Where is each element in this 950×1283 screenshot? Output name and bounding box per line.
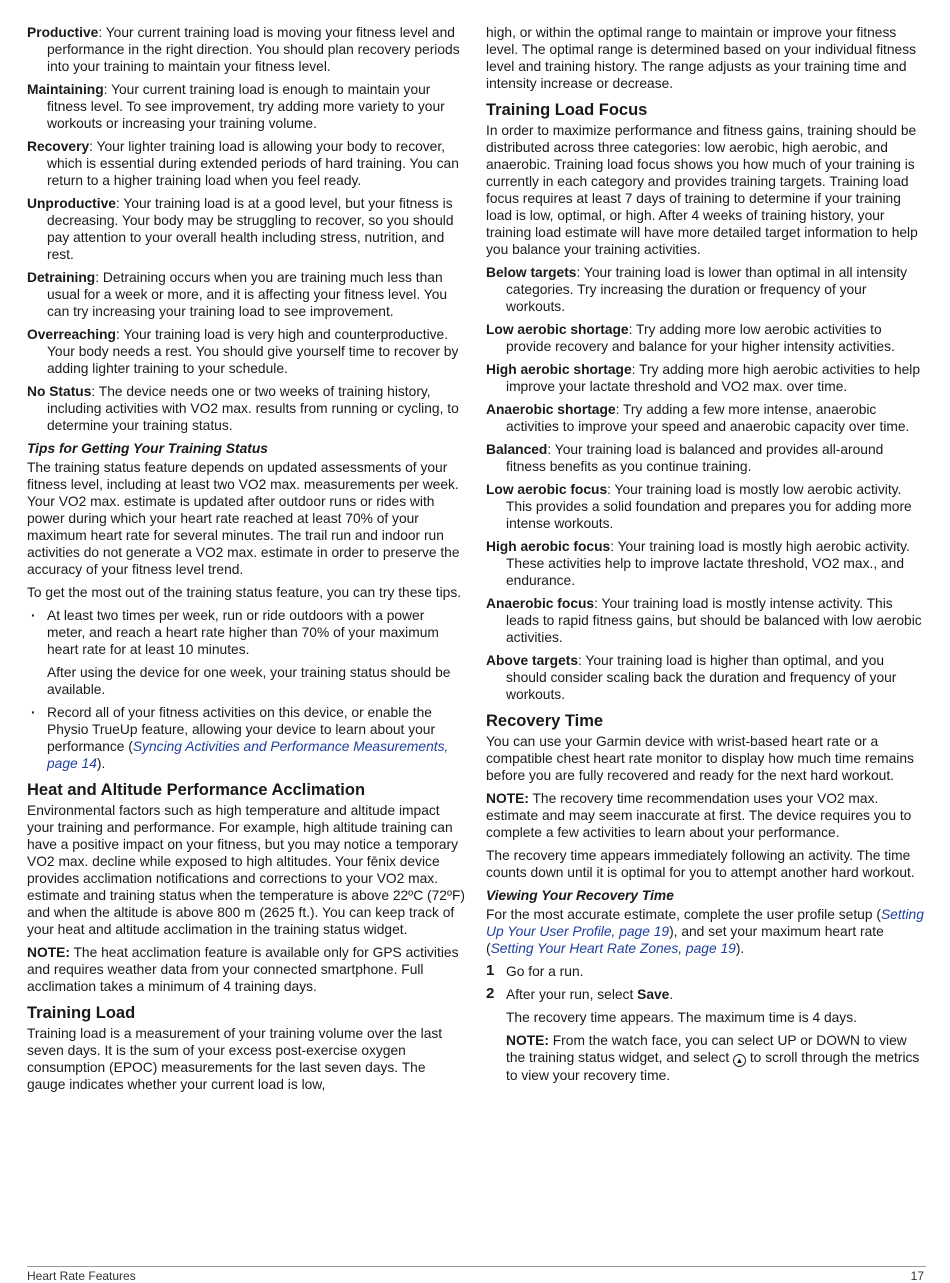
step-text: Go for a run.: [506, 964, 584, 979]
definition-item: [27, 138, 465, 189]
definition-term: Maintaining: [27, 82, 104, 97]
definition-item: [486, 401, 926, 435]
definition-text: : The device needs one or two weeks of training history, including activities with VO2 max. results from running or cycling, to determine your training status.: [47, 384, 459, 433]
viewing-paragraph: [486, 906, 926, 957]
definition-item: [27, 24, 465, 75]
definition-text: : Your current training load is enough to maintain your fitness level. To see improvement, try adding more variety to your workouts or increasing your training volume.: [47, 82, 445, 131]
definition-term: High aerobic shortage: [486, 362, 632, 377]
definition-term: Above targets: [486, 653, 579, 668]
link-text: Syncing Activities and Performance Measurements: [132, 739, 445, 754]
definition-term: Below targets: [486, 265, 577, 280]
step-note: [506, 1032, 926, 1084]
definition-text: : Your training load is higher than optimal, and you should consider scaling back the duration and frequency of your workouts.: [506, 653, 897, 702]
note-label: NOTE:: [27, 945, 70, 960]
definition-text: : Your training load is very high and counterproductive. Your body needs a rest. You should give yourself time to recover by adding lighter training to your schedule.: [47, 327, 459, 376]
text-run: .: [669, 987, 674, 1002]
definition-item: [27, 326, 465, 377]
up-button-icon: ▲: [733, 1054, 746, 1067]
link-page: , page 19: [678, 941, 736, 956]
definition-text: : Your training load is mostly intense activity. This leads to rapid fitness gains, but should be balanced with low aerobic activities.: [506, 596, 922, 645]
definition-item: [27, 269, 465, 320]
recovery-paragraph: You can use your Garmin device with wrist-based heart rate or a compatible chest heart rate monitor to display how much time remains before you are fully recovered and ready for the next hard workout.: [486, 734, 914, 783]
tips-paragraph: The training status feature depends on updated assessments of your fitness level, including at least two VO2 max. measurements per week. Your VO2 max. estimate is updated after outdoor runs or rides with power during which your heart rate reached at least 70% of your maximum heart rate for several minutes. The trail run and indoor run activities do not generate a VO2 max. estimate in order to preserve the accuracy of your fitness level trend.: [27, 460, 460, 577]
tip-subtext: After using the device for one week, your training status should be available.: [47, 665, 451, 697]
definition-item: [27, 195, 465, 263]
training-load-continued: high, or within the optimal range to maintain or improve your fitness level. The optimal range is determined based on your individual fitness level and training history. The range adjusts as your training time and intensity increase or decrease.: [486, 25, 916, 91]
tips-intro: To get the most out of the training status feature, you can try these tips.: [27, 585, 462, 600]
right-column: [486, 24, 926, 1090]
definition-text: : Your training load is balanced and provides all-around fitness benefits as you continue training.: [506, 442, 884, 474]
definition-text: : Your training load is lower than optimal in all intensity categories. Try increasing the duration or frequency of your workouts.: [506, 265, 908, 314]
note-text: The heat acclimation feature is available only for GPS activities and requires weather data from your connected smartphone. Full acclimation takes a minimum of 4 training days.: [27, 945, 459, 994]
definition-text: : Your lighter training load is allowing your body to recover, which is essential during extended periods of hard training. You can return to a higher training load when you feel ready.: [47, 139, 459, 188]
step-item: [486, 986, 926, 1084]
definition-term: No Status: [27, 384, 92, 399]
link-text: Setting Your Heart Rate Zones: [490, 941, 679, 956]
focus-paragraph: In order to maximize performance and fitness gains, training should be distributed across three categories: low aerobic, high aerobic, and anaerobic. Training load focus shows you how much of your training is currently in each category and provides training targets. Training load focus requires at least 7 days of training to determine if your training load is low, optimal, or high. After 4 weeks of training history, your training load estimate will have more detailed target information to help you balance your training activities.: [486, 123, 918, 257]
recovery-paragraph-2: The recovery time appears immediately following an activity. The time counts down until it is optimal for you to attempt another hard workout.: [486, 848, 915, 880]
training-status-definitions: [27, 24, 465, 434]
definition-term: Low aerobic shortage: [486, 322, 629, 337]
link-page: , page 14: [47, 739, 449, 771]
step-item: [486, 963, 926, 980]
definition-term: Overreaching: [27, 327, 116, 342]
definition-term: Anaerobic shortage: [486, 402, 616, 417]
text-run: ), and set your maximum heart rate (: [486, 924, 884, 956]
page-number: 17: [910, 1269, 924, 1283]
definition-term: High aerobic focus: [486, 539, 611, 554]
definition-text: : Your training load is mostly high aerobic activity. These activities help to improve lactate threshold, VO2 max., and endurance.: [506, 539, 910, 588]
note-label: NOTE:: [486, 791, 529, 806]
tips-heading: Tips for Getting Your Training Status: [27, 441, 268, 456]
definition-item: [486, 481, 926, 532]
step-number: 1: [486, 962, 495, 979]
definition-item: [486, 441, 926, 475]
list-item: [27, 607, 465, 698]
tip-text: Record all of your fitness activities on this device, or enable the Physio TrueUp feature, allowing your device to learn about your performance (: [47, 705, 436, 754]
definition-text: : Your current training load is moving your fitness level and performance in the right direction. You should plan recovery periods into your training to maintain your fitness level.: [47, 25, 460, 74]
definition-text: : Try adding more high aerobic activities to help improve your lactate threshold and VO2 max. over time.: [506, 362, 921, 394]
definition-item: [486, 652, 926, 703]
note-text: From the watch face, you can select UP or DOWN to view the training status widget, and select: [506, 1033, 907, 1065]
heart-rate-zones-link[interactable]: [491, 941, 736, 956]
text-run: For the most accurate estimate, complete the user profile setup (: [486, 907, 881, 922]
recovery-note: [486, 790, 926, 841]
footer-divider: [27, 1266, 926, 1267]
link-page: , page 19: [611, 924, 670, 939]
recovery-time-heading: Recovery Time: [486, 712, 604, 730]
definition-text: : Your training load is at a good level, but your fitness is decreasing. Your body may be struggling to recover, so you should pay attention to your overall health including stress, nutrition, and rest.: [47, 196, 454, 262]
definition-term: Balanced: [486, 442, 548, 457]
definition-text: : Your training load is mostly low aerobic activity. This provides a solid foundation and prepares you for adding more intense workouts.: [506, 482, 912, 531]
definition-item: [486, 321, 926, 355]
definition-item: [486, 595, 926, 646]
note-label: NOTE:: [506, 1033, 549, 1048]
definition-text: : Try adding a few more intense, anaerobic activities to improve your speed and anaerobic capacity over time.: [506, 402, 910, 434]
definition-item: [486, 361, 926, 395]
definition-text: : Detraining occurs when you are training much less than usual for a week or more, and it is affecting your fitness level. You can try increasing your training load to see improvement.: [47, 270, 448, 319]
step-number: 2: [486, 985, 495, 1002]
training-load-heading: Training Load: [27, 1004, 136, 1022]
definition-term: Anaerobic focus: [486, 596, 595, 611]
definition-item: [27, 81, 465, 132]
tip-text: At least two times per week, run or ride outdoors with a power meter, and reach a heart rate higher than 70% of your maximum heart rate for at least 10 minutes.: [47, 608, 439, 657]
tip-end: ).: [96, 756, 106, 771]
heat-acclimation-heading: Heat and Altitude Performance Acclimation: [27, 781, 366, 799]
definition-text: : Try adding more low aerobic activities to provide recovery and balance for your higher intensity activities.: [506, 322, 895, 354]
viewing-recovery-heading: Viewing Your Recovery Time: [486, 888, 674, 903]
heat-paragraph: Environmental factors such as high temperature and altitude impact your training and performance. For example, high altitude training can have a positive impact on your fitness, but you may notice a temporary VO2 max. decline while exposed to high altitudes. Your fēnix device provides acclimation notifications and corrections to your VO2 max. estimate and training status when the temperature is above 22ºC (72ºF) and when the altitude is above 800 m (2625 ft.). You can keep track of your heat and altitude acclimation in the training status widget.: [27, 803, 466, 937]
heat-note: [27, 944, 465, 995]
definition-term: Unproductive: [27, 196, 116, 211]
definition-term: Detraining: [27, 270, 96, 285]
text-run: ).: [735, 941, 745, 956]
definition-item: [27, 383, 465, 434]
tips-list: [27, 607, 465, 772]
focus-definitions: [486, 264, 926, 703]
left-column: [27, 24, 465, 1099]
training-load-paragraph: Training load is a measurement of your training volume over the last seven days. It is the sum of your excess post-exercise oxygen consumption (EPOC) measurements for the last seven days. The gauge indicates whether your current load is low,: [27, 1026, 443, 1092]
note-text: The recovery time recommendation uses your VO2 max. estimate and may seem inaccurate at first. The device requires you to complete a few activities to learn about your performance.: [486, 791, 912, 840]
definition-term: Recovery: [27, 139, 90, 154]
definition-item: [486, 264, 926, 315]
footer-section-title: Heart Rate Features: [27, 1269, 136, 1283]
definition-term: Productive: [27, 25, 99, 40]
training-load-focus-heading: Training Load Focus: [486, 101, 648, 119]
step-subtext: The recovery time appears. The maximum time is 4 days.: [506, 1010, 857, 1025]
definition-item: [486, 538, 926, 589]
list-item: [27, 704, 465, 772]
save-label: Save: [637, 987, 670, 1002]
note-text: to scroll through the metrics to view your recovery time.: [506, 1050, 920, 1083]
step-text: After your run, select: [506, 987, 638, 1002]
recovery-steps: [486, 963, 926, 1084]
definition-term: Low aerobic focus: [486, 482, 608, 497]
link-text: Setting Up Your User Profile: [486, 907, 924, 939]
